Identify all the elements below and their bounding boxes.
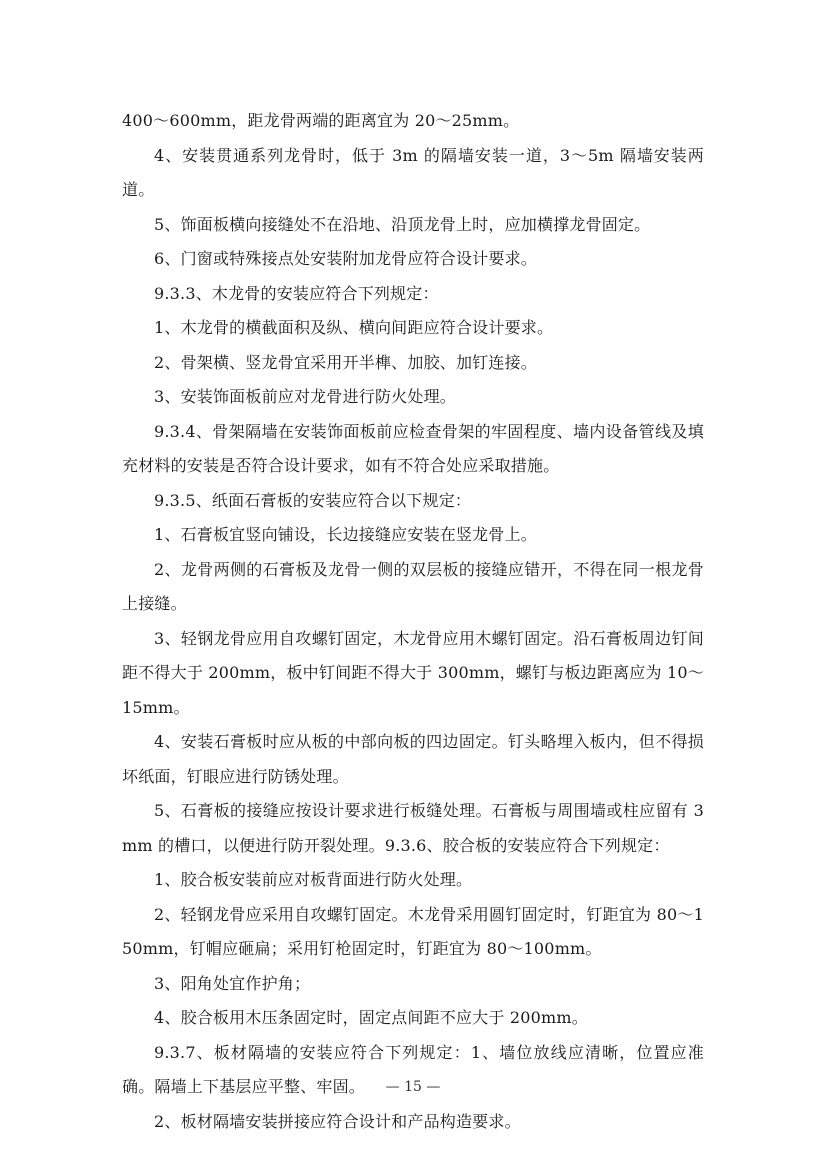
paragraph: 4、安装贯通系列龙骨时，低于 3m 的隔墙安装一道，3～5m 隔墙安装两道。 bbox=[122, 145, 704, 199]
paragraph: 2、骨架横、竖龙骨宜采用开半榫、加胶、加钉连接。 bbox=[154, 352, 537, 372]
paragraph: 9.3.4、骨架隔墙在安装饰面板前应检查骨架的牢固程度、墙内设备管线及填充材料的安装是否符合设计要求，如有不符合处应采取措施。 bbox=[122, 421, 704, 475]
page-number: — 15 — bbox=[385, 1079, 441, 1095]
paragraph: 5、饰面板横向接缝处不在沿地、沿顶龙骨上时，应加横撑龙骨固定。 bbox=[154, 214, 651, 234]
paragraph: 2、轻钢龙骨应采用自攻螺钉固定。木龙骨采用圆钉固定时，钉距宜为 80～150mm，钉帽应砸扁；采用钉枪固定时，钉距宜为 80～100mm。 bbox=[122, 904, 704, 958]
paragraph: 9.3.7、板材隔墙的安装应符合下列规定：1、墙位放线应清晰，位置应准确。隔墙上下基层应平整、牢固。 bbox=[122, 1042, 704, 1096]
paragraph: 400～600mm，距龙骨两端的距离宜为 20～25mm。 bbox=[122, 111, 520, 130]
paragraph: 1、胶合板安装前应对板背面进行防火处理。 bbox=[154, 870, 473, 889]
paragraph: 4、胶合板用木压条固定时，固定点间距不应大于 200mm。 bbox=[154, 1008, 588, 1027]
section-heading: 9.3.3、木龙骨的安装应符合下列规定： bbox=[154, 283, 439, 303]
paragraph: 4、安装石膏板时应从板的中部向板的四边固定。钉头略埋入板内，但不得损坏纸面，钉眼应进行防锈处理。 bbox=[122, 732, 704, 786]
paragraph: 2、龙骨两侧的石膏板及龙骨一侧的双层板的接缝应错开，不得在同一根龙骨上接缝。 bbox=[122, 559, 704, 613]
paragraph: 2、板材隔墙安装拼接应符合设计和产品构造要求。 bbox=[154, 1111, 521, 1131]
paragraph: 3、轻钢龙骨应用自攻螺钉固定，木龙骨应用木螺钉固定。沿石膏板周边钉间距不得大于 200mm，板中钉间距不得大于 300mm，螺钉与板边距离应为 10～15mm。 bbox=[122, 628, 704, 717]
section-heading: 9.3.5、纸面石膏板的安装应符合以下规定： bbox=[154, 490, 472, 510]
paragraph: 5、石膏板的接缝应按设计要求进行板缝处理。石膏板与周围墙或柱应留有 3mm 的槽口，以便进行防开裂处理。9.3.6、胶合板的安装应符合下列规定： bbox=[122, 801, 704, 855]
document-body bbox=[122, 104, 704, 1139]
paragraph: 3、安装饰面板前应对龙骨进行防火处理。 bbox=[154, 387, 456, 406]
paragraph: 1、石膏板宜竖向铺设，长边接缝应安装在竖龙骨上。 bbox=[154, 525, 537, 544]
paragraph: 3、阳角处宜作护角； bbox=[154, 973, 311, 993]
paragraph: 6、门窗或特殊接点处安装附加龙骨应符合设计要求。 bbox=[154, 249, 537, 268]
paragraph: 1、木龙骨的横截面积及纵、横向间距应符合设计要求。 bbox=[154, 318, 554, 337]
